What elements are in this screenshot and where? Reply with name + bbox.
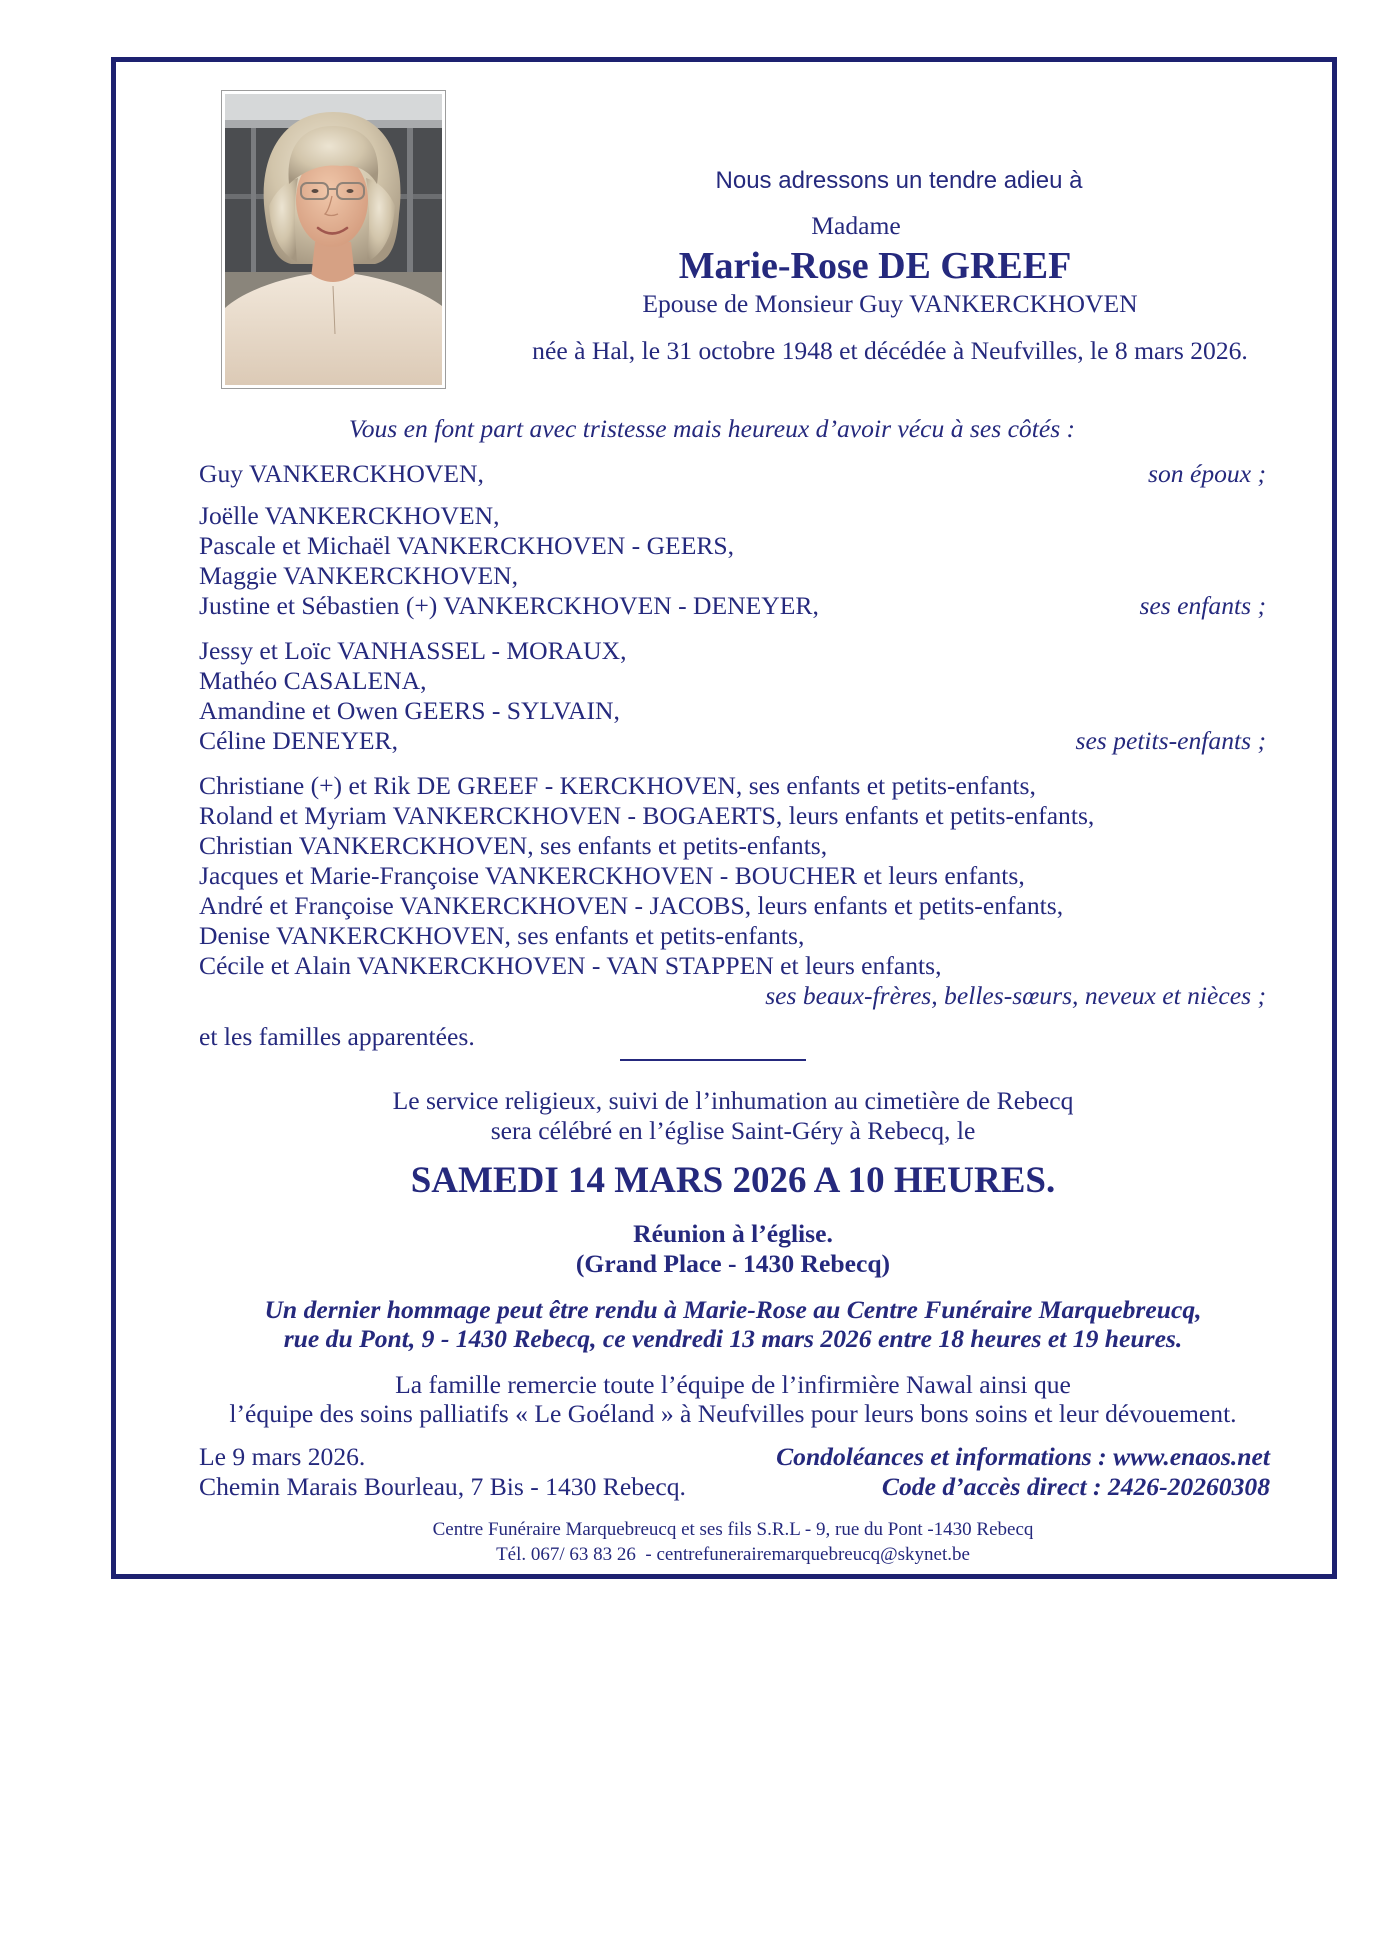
funeral-home-info: Centre Funéraire Marquebreucq et ses fils S.R.L - 9, rue du Pont -1430 Rebecq (432, 1519, 1034, 1540)
footer-row-1 (199, 1442, 1270, 1472)
family-line (199, 726, 1266, 756)
church-address: (Grand Place - 1430 Rebecq) (575, 1249, 891, 1278)
family-member: Roland et Myriam VANKERCKHOVEN - BOGAERTS, leurs enfants et petits-enfants, (199, 801, 1095, 830)
portrait-image (225, 94, 442, 385)
family-line (199, 591, 1266, 621)
family-member: Mathéo CASALENA, (199, 666, 427, 695)
salutation: Madame (811, 211, 901, 240)
access-code: Code d’accès direct : 2426-20260308 (881, 1472, 1270, 1501)
tribute-line-1: Un dernier hommage peut être rendu à Marie-Rose au Centre Funéraire Marquebreucq, (264, 1295, 1202, 1324)
section-divider (620, 1059, 806, 1061)
children-group (199, 501, 1266, 621)
family-member: Jacques et Marie-Françoise VANKERCKHOVEN - BOUCHER et leurs enfants, (199, 861, 1025, 890)
service-datetime: SAMEDI 14 MARS 2026 A 10 HEURES. (410, 1160, 1056, 1201)
tribute-line-2: rue du Pont, 9 - 1430 Rebecq, ce vendredi 13 mars 2026 entre 18 heures et 19 heures. (283, 1324, 1183, 1353)
meeting-place: Réunion à l’église. (633, 1219, 833, 1248)
intro-text: Nous adressons un tendre adieu à (715, 167, 1083, 194)
thanks-line-1: La famille remercie toute l’équipe de l’infirmière Nawal ainsi que (395, 1370, 1071, 1399)
service-line-1: Le service religieux, suivi de l’inhumation au cimetière de Rebecq (392, 1086, 1074, 1115)
family-member: Justine et Sébastien (+) VANKERCKHOVEN - DENEYER, (199, 591, 819, 620)
notice-date: Le 9 mars 2026. (199, 1442, 366, 1471)
family-member: Joëlle VANKERCKHOVEN, (199, 501, 500, 530)
spouse-group (199, 459, 1266, 489)
family-closing: et les familles apparentées. (199, 1022, 475, 1051)
relation-label: ses petits-enfants ; (1075, 726, 1266, 755)
family-member: Guy VANKERCKHOVEN, (199, 459, 484, 488)
service-line-2: sera célébré en l’église Saint-Géry à Rebecq, le (490, 1116, 976, 1145)
announcement: Vous en font part avec tristesse mais heureux d’avoir vécu à ses côtés : (348, 414, 1076, 443)
relation-label: son époux ; (1148, 459, 1266, 488)
family-member: Christiane (+) et Rik DE GREEF - KERCKHOVEN, ses enfants et petits-enfants, (199, 771, 1036, 800)
family-member: Denise VANKERCKHOVEN, ses enfants et petits-enfants, (199, 921, 805, 950)
family-line (199, 459, 1266, 489)
family-member: Amandine et Owen GEERS - SYLVAIN, (199, 696, 620, 725)
family-member: Cécile et Alain VANKERCKHOVEN - VAN STAPPEN et leurs enfants, (199, 951, 942, 980)
portrait-photo (221, 90, 446, 389)
family-member: Christian VANKERCKHOVEN, ses enfants et petits-enfants, (199, 831, 828, 860)
family-member: André et Françoise VANKERCKHOVEN - JACOBS, leurs enfants et petits-enfants, (199, 891, 1064, 920)
family-member: Céline DENEYER, (199, 726, 399, 755)
spouse-line: Epouse de Monsieur Guy VANKERCKHOVEN (642, 289, 1138, 318)
family-address: Chemin Marais Bourleau, 7 Bis - 1430 Rebecq. (199, 1472, 686, 1501)
relation-label: ses enfants ; (1139, 591, 1266, 620)
deceased-name: Marie-Rose DE GREEF (678, 245, 1072, 287)
relation-label: ses beaux-frères, belles-sœurs, neveux et nièces ; (765, 981, 1266, 1010)
family-member: Jessy et Loïc VANHASSEL - MORAUX, (199, 636, 627, 665)
footer-row-2 (199, 1472, 1270, 1502)
in-laws-group (199, 771, 1266, 1011)
family-member: Maggie VANKERCKHOVEN, (199, 561, 518, 590)
condolences-info: Condoléances et informations : www.enaos.net (776, 1442, 1270, 1471)
thanks-line-2: l’équipe des soins palliatifs « Le Goéland » à Neufvilles pour leurs bons soins et leur dévouement. (229, 1399, 1237, 1428)
birth-death-dates: née à Hal, le 31 octobre 1948 et décédée à Neufvilles, le 8 mars 2026. (532, 336, 1248, 365)
grandchildren-group (199, 636, 1266, 756)
funeral-home-contact: Tél. 067/ 63 83 26 - centrefunerairemarquebreucq@skynet.be (496, 1544, 970, 1565)
family-member: Pascale et Michaël VANKERCKHOVEN - GEERS, (199, 531, 735, 560)
